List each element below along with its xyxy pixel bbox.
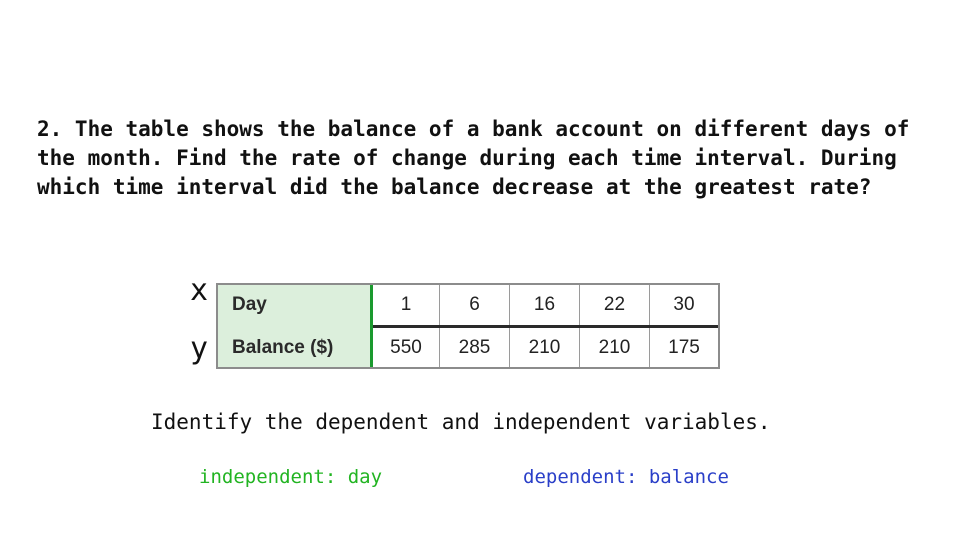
x-variable-label: x (190, 273, 209, 308)
day-cell: 30 (649, 285, 718, 325)
day-cell: 16 (509, 285, 579, 325)
balance-cell: 175 (649, 328, 718, 367)
dependent-answer: dependent: balance (523, 466, 729, 488)
instruction-text: Identify the dependent and independent variables. (151, 410, 771, 434)
balance-cell: 210 (579, 328, 649, 367)
table-header-day: Day (218, 285, 370, 325)
balance-cell: 550 (390, 336, 422, 358)
question-text: 2. The table shows the balance of a bank account on different days of the month. Find the rate of change during each time interval. During which time interval did the balance decrease at the greatest rate? (37, 117, 910, 199)
table-header-balance: Balance ($) (218, 328, 370, 367)
day-cell: 22 (579, 285, 649, 325)
independent-answer: independent: day (199, 466, 383, 488)
day-cell: 1 (400, 294, 412, 315)
day-cell: 6 (439, 285, 509, 325)
balance-cell: 210 (509, 328, 579, 367)
data-table (216, 283, 720, 369)
balance-cell: 285 (439, 328, 509, 367)
y-variable-label: y (190, 331, 209, 366)
